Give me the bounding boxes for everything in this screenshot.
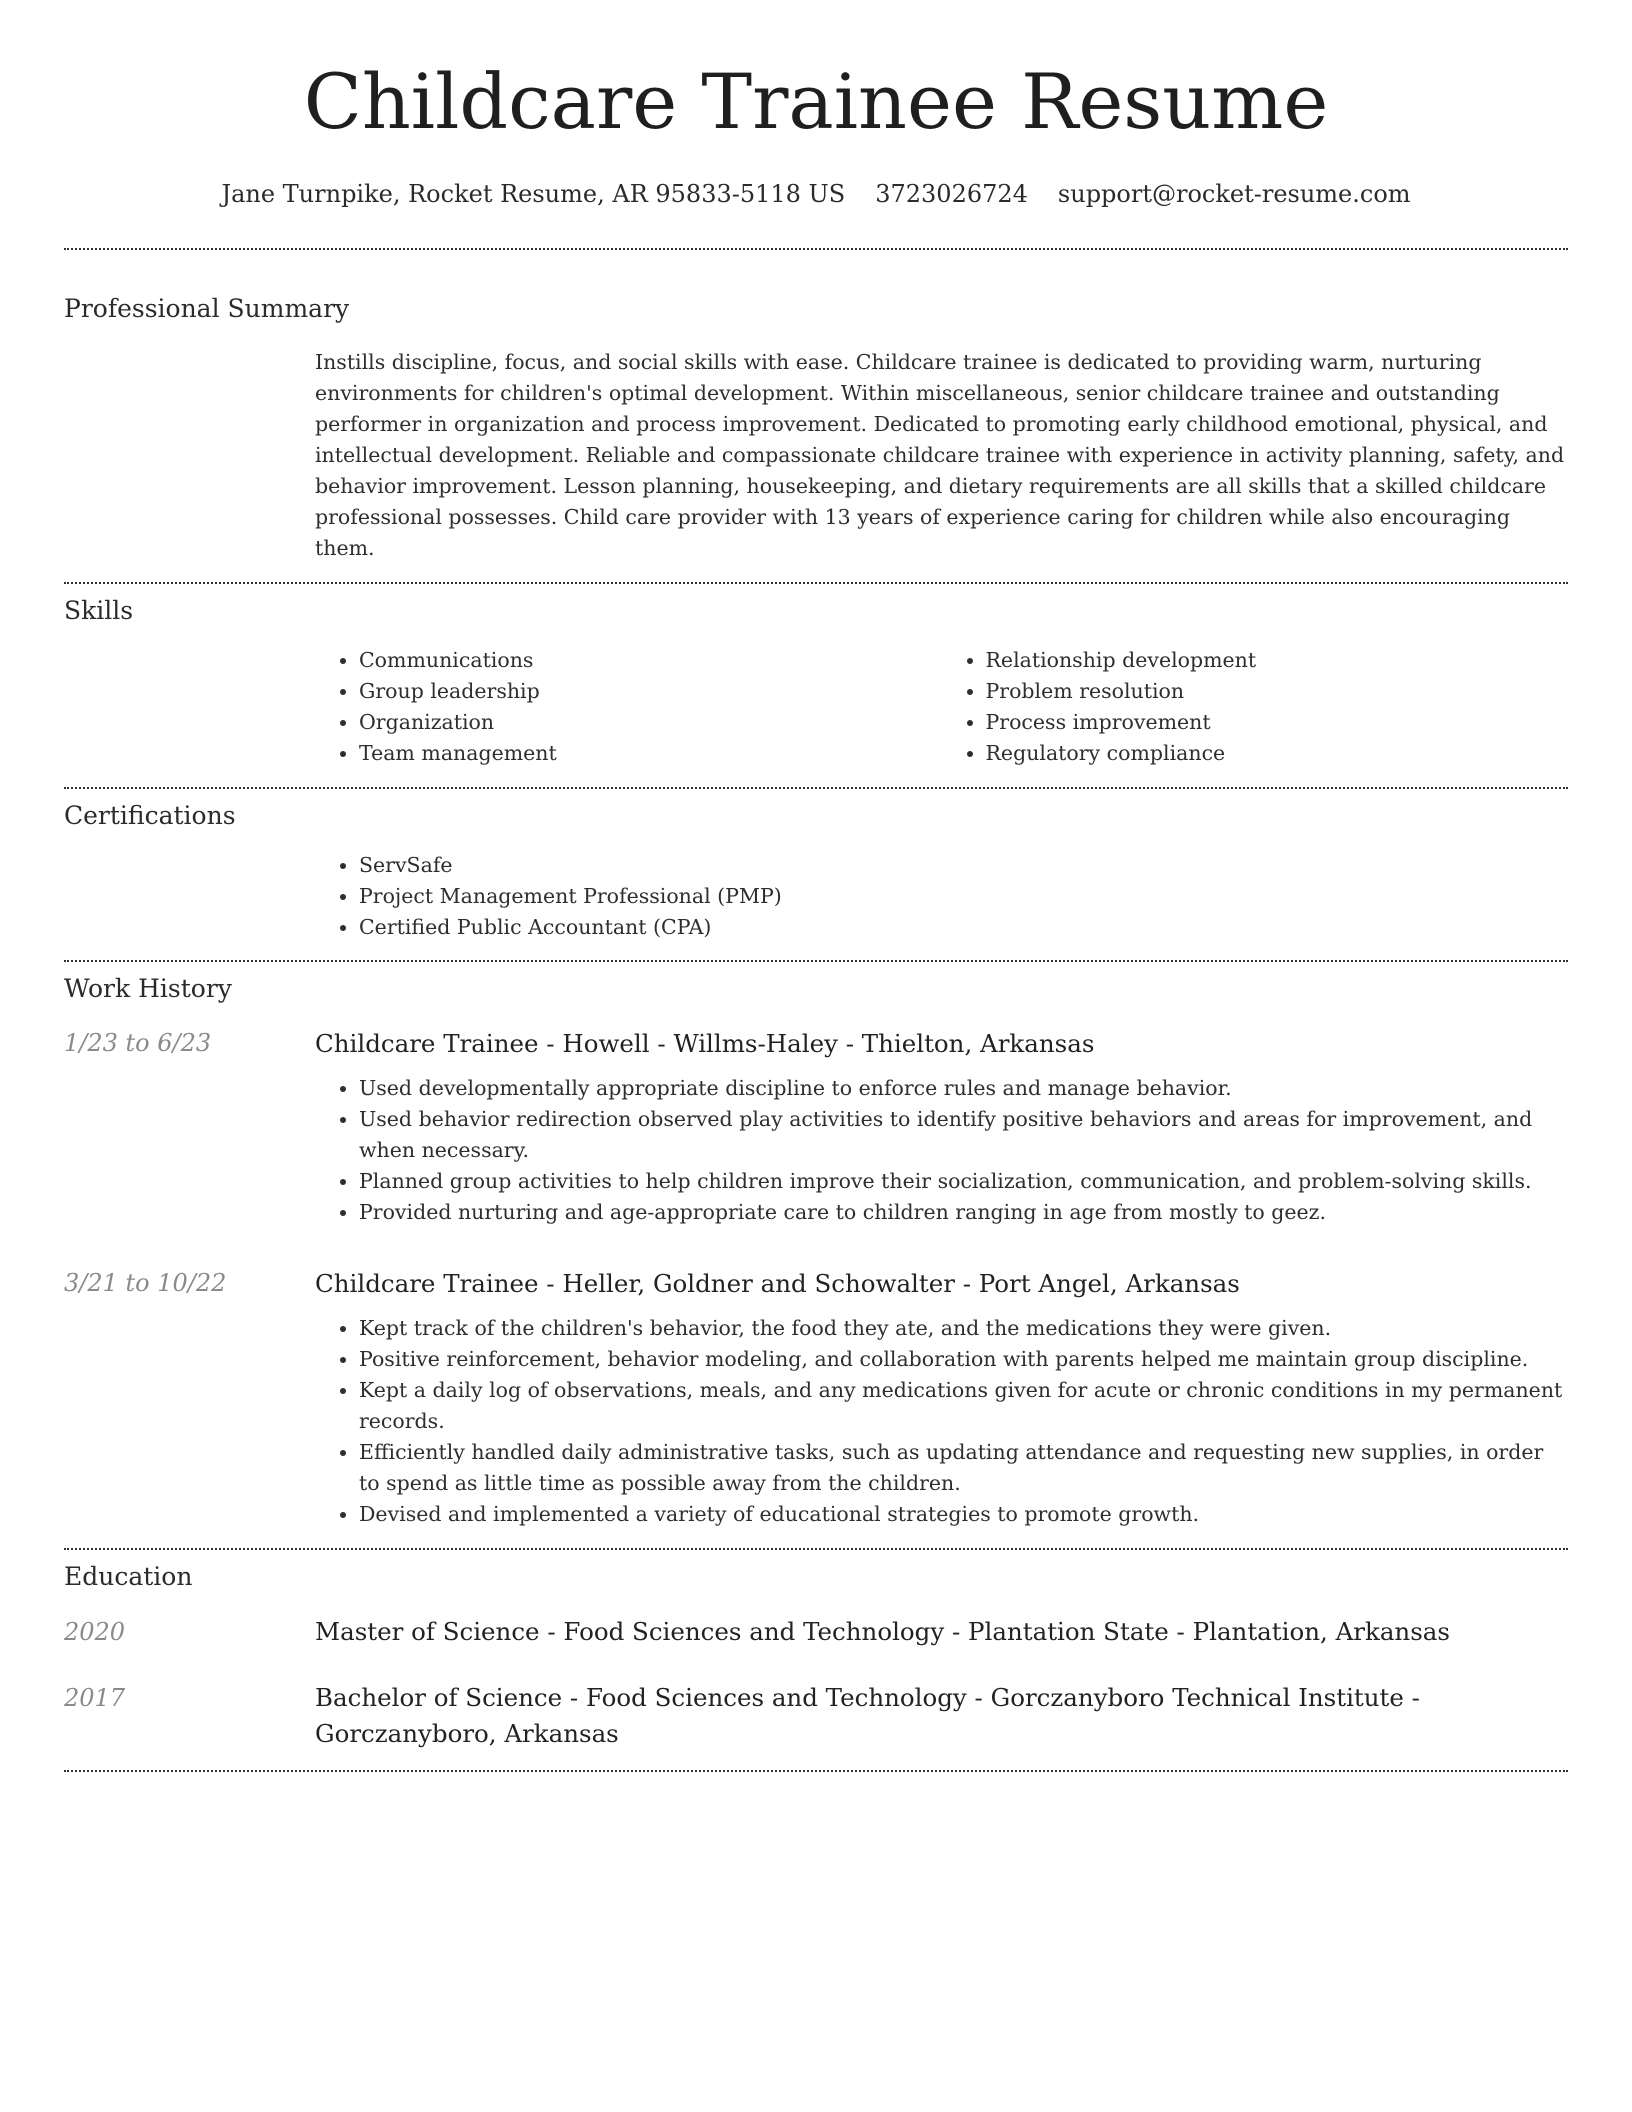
certifications-section [64, 799, 1568, 943]
job-dates: 1/23 to 6/23 [64, 1029, 212, 1057]
job-dates: 3/21 to 10/22 [64, 1269, 227, 1297]
section-heading-education: Education [64, 1562, 193, 1591]
divider [64, 1548, 1568, 1550]
education-title: Bachelor of Science - Food Sciences and Technology - Gorczanyboro Technical Institute - Gorczanyboro, Arkansas [315, 1683, 1420, 1748]
section-heading-skills: Skills [64, 596, 134, 625]
divider [64, 960, 1568, 962]
skill-item: • Regulatory compliance [986, 738, 1569, 769]
skill-item: • Group leadership [359, 676, 942, 707]
skills-section [64, 594, 1568, 769]
education-entry [64, 1614, 1568, 1650]
professional-summary-section [64, 292, 1568, 564]
certification-item: • Certified Public Accountant (CPA) [359, 912, 1568, 943]
resume-title: Childcare Trainee Resume [303, 57, 1329, 146]
skill-item: • Relationship development [986, 645, 1569, 676]
skill-item: • Team management [359, 738, 942, 769]
resume-page [64, 0, 1568, 1772]
job-bullet: • Used developmentally appropriate discipline to enforce rules and manage behavior. [359, 1073, 1568, 1104]
job-entry [64, 1266, 1568, 1302]
summary-text: Instills discipline, focus, and social skills with ease. Childcare trainee is dedicated to providing warm, nurturing environments for children's optimal development. Within miscellaneous, senior childcare trainee and outstanding performer in organization and process improvement. Dedicated to promoting early childhood emotional, physical, and intellectual development. Reliable and compassionate childcare trainee with experience in activity planning, safety, and behavior improvement. Lesson planning, housekeeping, and dietary requirements are all skills that a skilled childcare professional possesses. Child care provider with 13 years of experience caring for children while also encouraging them. [315, 350, 1565, 560]
contact-address: Jane Turnpike, Rocket Resume, AR 95833-5118 US [221, 180, 846, 208]
skill-item: • Problem resolution [986, 676, 1569, 707]
skills-list [315, 645, 1568, 769]
contact-phone: 3723026724 [875, 180, 1028, 208]
job-bullet: • Provided nurturing and age-appropriate care to children ranging in age from mostly to geez. [359, 1197, 1568, 1228]
job-bullets [315, 1313, 1568, 1530]
skill-item: • Organization [359, 707, 942, 738]
job-title: Childcare Trainee - Heller, Goldner and Schowalter - Port Angel, Arkansas [315, 1269, 1240, 1298]
job-bullet: • Planned group activities to help children improve their socialization, communication, and problem-solving skills. [359, 1166, 1568, 1197]
section-heading-summary: Professional Summary [64, 294, 350, 323]
certification-item: • Project Management Professional (PMP) [359, 881, 1568, 912]
divider [64, 582, 1568, 584]
divider [64, 787, 1568, 789]
skill-item: • Communications [359, 645, 942, 676]
contact-line [64, 178, 1568, 210]
job-bullet: • Efficiently handled daily administrative tasks, such as updating attendance and requesting new supplies, in order to spend as little time as possible away from the children. [359, 1437, 1568, 1499]
skills-column-right [942, 645, 1569, 769]
job-entry [64, 1026, 1568, 1062]
certification-item: • ServSafe [359, 850, 1568, 881]
certifications-list [315, 850, 1568, 943]
education-title: Master of Science - Food Sciences and Technology - Plantation State - Plantation, Arkansas [315, 1617, 1450, 1646]
contact-email: support@rocket-resume.com [1057, 180, 1411, 208]
work-history-section [64, 972, 1568, 1530]
section-heading-certifications: Certifications [64, 801, 236, 830]
job-bullet: • Devised and implemented a variety of educational strategies to promote growth. [359, 1499, 1568, 1530]
job-bullet: • Kept track of the children's behavior, the food they ate, and the medications they were given. [359, 1313, 1568, 1344]
divider [64, 248, 1568, 250]
job-bullet: • Kept a daily log of observations, meals, and any medications given for acute or chronic conditions in my permanent records. [359, 1375, 1568, 1437]
section-heading-work-history: Work History [64, 974, 232, 1003]
job-title: Childcare Trainee - Howell - Willms-Haley - Thielton, Arkansas [315, 1029, 1095, 1058]
education-entry [64, 1680, 1568, 1752]
education-year: 2017 [64, 1684, 126, 1712]
job-bullet: • Positive reinforcement, behavior modeling, and collaboration with parents helped me maintain group discipline. [359, 1344, 1568, 1375]
education-year: 2020 [64, 1618, 126, 1646]
education-section [64, 1560, 1568, 1752]
skills-column-left [315, 645, 942, 769]
job-bullet: • Used behavior redirection observed play activities to identify positive behaviors and areas for improvement, and when necessary. [359, 1104, 1568, 1166]
skill-item: • Process improvement [986, 707, 1569, 738]
job-bullets [315, 1073, 1568, 1228]
divider [64, 1770, 1568, 1772]
